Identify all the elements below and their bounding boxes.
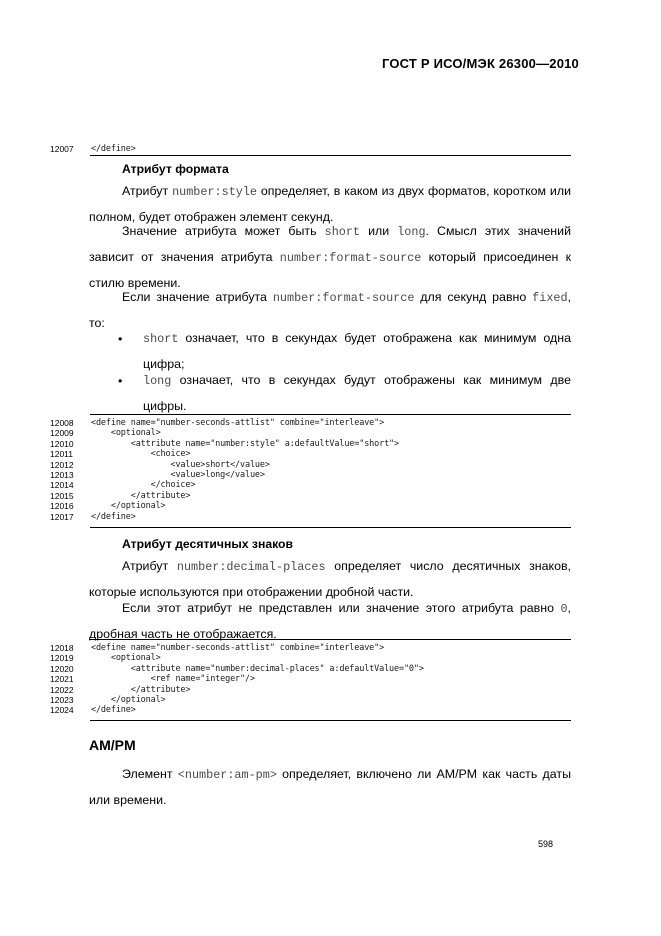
section-rule [90,720,571,721]
code-line: 12022 </attribute> [50,684,191,695]
page-number: 598 [538,839,554,849]
bullet-mark: • [118,374,123,388]
code-line: 12018 <define name="number-seconds-attlist" combine="interleave"> [50,643,385,653]
bullet-item: short означает, что в секундах будет отображена как минимум одна цифра; [143,331,571,371]
inline-code: short [324,225,361,239]
paragraph: Если значение атрибута number:format-source для секунд равно fixed, то: [89,290,572,330]
paragraph: Если этот атрибут не представлен или значение этого атрибута равно 0, дробная часть не отображается. [89,601,571,641]
inline-code: long [397,225,426,239]
code-line: 12011 <choice> [50,449,191,460]
code-line: 12014 </choice> [50,480,196,491]
code-block-2 [50,643,571,716]
code-block-0 [50,144,571,154]
section-rule [90,527,571,528]
inline-code: <number:am-pm> [177,768,277,782]
section-heading-decimal: Атрибут десятичных знаков [122,537,293,551]
line-number: 12007 [50,144,74,154]
code-line: 12024 </define> [50,705,136,716]
paragraph: Значение атрибута может быть short или long. Смысл этих значений зависит от значения атрибута number:format-source который присоединен к стилю времени. [89,224,571,290]
code-line: 12008 <define name="number-seconds-attlist" combine="interleave"> [50,418,385,428]
code-line: 12021 <ref name="integer"/> [50,674,255,685]
code-line: 12023 </optional> [50,694,166,705]
inline-code: long [143,374,172,388]
code-line [50,144,571,154]
code-line: 12016 </optional> [50,501,166,512]
paragraph: Атрибут number:decimal-places определяет число десятичных знаков, которые используются при отображении дробной части. [89,559,571,599]
code-line: 12010 <attribute name="number:style" a:defaultValue="short"> [50,438,399,449]
inline-code: fixed [532,291,568,305]
code-line: 12013 <value>long</value> [50,469,265,480]
inline-code: number:style [172,185,258,199]
inline-code: 0 [560,602,568,616]
document-header: ГОСТ Р ИСО/МЭК 26300—2010 [381,56,579,71]
bullet-item: long означает, что в секундах будут отображены как минимум две цифры. [143,373,571,413]
bullet-mark: • [118,332,123,346]
inline-code: short [143,332,179,346]
inline-code: number:format-source [272,291,415,305]
section-heading-ampm: AM/PM [89,737,136,753]
section-rule [90,155,571,156]
inline-code: number:format-source [279,251,422,265]
code-line: 12017 </define> [50,511,136,522]
code-block-1 [50,418,571,522]
code-line: 12012 <value>short</value> [50,459,270,470]
code-line: 12015 </attribute> [50,490,191,501]
code-line: 12020 <attribute name="number:decimal-places" a:defaultValue="0"> [50,663,424,674]
paragraph: Атрибут number:style определяет, в каком из двух форматов, коротком или полном, будет отображен элемент секунд. [89,184,571,224]
code-line: 12009 <optional> [50,428,161,439]
inline-code: number:decimal-places [176,560,326,574]
section-heading-format: Атрибут формата [122,162,229,176]
section-rule [90,414,571,415]
section-rule [90,639,571,640]
paragraph: Элемент <number:am-pm> определяет, включено ли AM/PM как часть даты или времени. [89,767,571,807]
code-line: 12019 <optional> [50,653,161,664]
code-text: </define> [91,144,136,154]
